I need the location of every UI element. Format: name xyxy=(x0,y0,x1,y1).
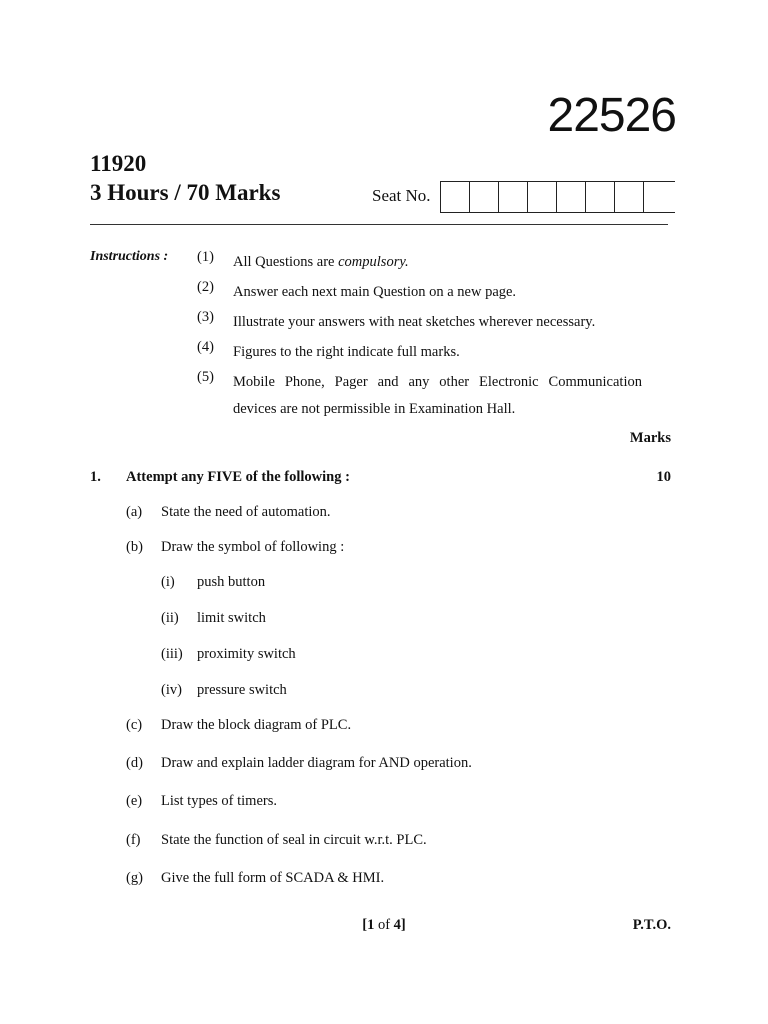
subpart-text: push button xyxy=(197,574,266,590)
instruction-text: All Questions are compulsory. xyxy=(233,254,409,270)
paper-code: 22526 xyxy=(547,89,676,142)
subpart-label: (ii) xyxy=(161,610,179,626)
pto-label: P.T.O. xyxy=(632,917,671,933)
instruction-emphasis: compulsory. xyxy=(338,254,409,270)
part-label: (f) xyxy=(126,832,141,848)
part-text: Give the full form of SCADA & HMI. xyxy=(161,870,385,886)
instruction-text: Figures to the right indicate full marks. xyxy=(233,344,460,360)
seat-box xyxy=(614,182,643,212)
seat-box xyxy=(556,182,585,212)
part-label: (d) xyxy=(126,755,143,771)
instruction-number: (3) xyxy=(197,309,214,325)
part-label: (b) xyxy=(126,539,143,555)
part-text: Draw the block diagram of PLC. xyxy=(161,717,352,733)
seat-box xyxy=(585,182,614,212)
subpart-label: (i) xyxy=(161,574,175,590)
instruction-text: Illustrate your answers with neat sketches wherever necessary. xyxy=(233,314,596,330)
part-text: State the function of seal in circuit w.r.t. PLC. xyxy=(161,832,427,848)
part-text: State the need of automation. xyxy=(161,504,331,520)
instruction-number: (2) xyxy=(197,279,214,295)
instructions-label: Instructions : xyxy=(90,249,169,264)
seat-box xyxy=(643,182,672,212)
subpart-text: proximity switch xyxy=(197,646,296,662)
exam-code: 11920 xyxy=(90,151,147,176)
part-text: Draw and explain ladder diagram for AND operation. xyxy=(161,755,472,771)
part-label: (c) xyxy=(126,717,143,733)
seat-number-boxes xyxy=(440,181,675,213)
question-number: 1. xyxy=(90,469,101,485)
part-label: (a) xyxy=(126,504,143,520)
seat-box xyxy=(498,182,527,212)
question-text: Attempt any FIVE of the following : xyxy=(126,469,350,485)
subpart-text: pressure switch xyxy=(197,682,287,698)
instruction-text: Answer each next main Question on a new page. xyxy=(233,284,517,300)
header-divider xyxy=(90,224,668,225)
instruction-number: (5) xyxy=(197,369,214,385)
duration-marks: 3 Hours / 70 Marks xyxy=(90,180,281,205)
part-text: List types of timers. xyxy=(161,793,277,809)
subpart-label: (iv) xyxy=(161,682,182,698)
subpart-label: (iii) xyxy=(161,646,183,662)
instruction-text: Mobile Phone, Pager and any other Electronic Communication devices are not permissible in Examination Hall. xyxy=(233,374,642,417)
part-label: (g) xyxy=(126,870,143,886)
subpart-text: limit switch xyxy=(197,610,266,626)
instruction-number: (4) xyxy=(197,339,214,355)
part-text: Draw the symbol of following : xyxy=(161,539,345,555)
marks-column-heading: Marks xyxy=(629,430,671,446)
seat-number-label: Seat No. xyxy=(372,186,431,205)
seat-box xyxy=(469,182,498,212)
seat-box xyxy=(440,182,469,212)
question-marks: 10 xyxy=(656,469,671,485)
instruction-number: (1) xyxy=(197,249,214,265)
page-number: [1 of 4] xyxy=(362,917,406,933)
part-label: (e) xyxy=(126,793,143,809)
seat-box xyxy=(527,182,556,212)
